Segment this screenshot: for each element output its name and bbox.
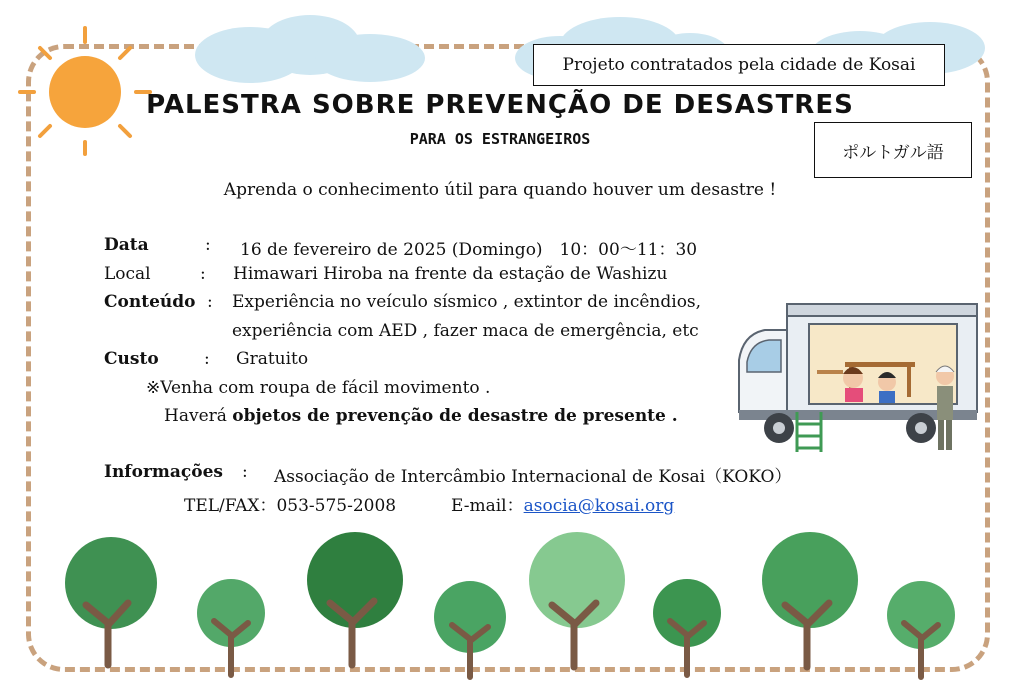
contract-notice-box xyxy=(533,44,945,86)
trees-illustration xyxy=(0,525,1024,693)
place-colon: : xyxy=(200,264,206,284)
date-value: 16 de fevereiro de 2025 (Domingo) 10：00～11：30 xyxy=(240,240,698,260)
content-line-2: experiência com AED , fazer maca de emergência, etc xyxy=(232,321,699,341)
contract-notice-text: Projeto contratados pela cidade de Kosai xyxy=(562,55,916,75)
content-line-1: Experiência no veículo sísmico , extintor de incêndios, xyxy=(232,292,702,312)
cost-colon: : xyxy=(204,349,210,369)
email-row xyxy=(451,491,674,516)
info-org: Associação de Intercâmbio Internacional de Kosai（KOKO） xyxy=(274,467,792,487)
page-subtitle: PARA OS ESTRANGEIROS xyxy=(409,130,591,148)
date-row xyxy=(104,235,149,255)
content-label: Conteúdo xyxy=(104,292,196,312)
place-label: Local xyxy=(104,264,151,284)
date-colon: : xyxy=(205,235,211,255)
note-clothing: ※Venha com roupa de fácil movimento . xyxy=(146,378,491,398)
earthquake-truck-illustration xyxy=(735,300,985,460)
content-colon: : xyxy=(207,292,213,312)
email-label: E-mail： xyxy=(451,496,524,516)
language-label: ポルトガル語 xyxy=(842,142,944,163)
cost-label: Custo xyxy=(104,349,159,369)
info-label: Informações xyxy=(104,462,223,482)
cost-value: Gratuito xyxy=(236,349,309,369)
lead-text: Aprenda o conhecimento útil para quando houver um desastre ! xyxy=(223,180,777,200)
tel-fax: TEL/FAX：053-575-2008 xyxy=(184,496,397,516)
note-gift-bold: objetos de prevenção de desastre de presente . xyxy=(232,406,678,426)
place-value: Himawari Hiroba na frente da estação de Washizu xyxy=(233,264,668,284)
page-title: PALESTRA SOBRE PREVENÇÃO DE DESASTRES xyxy=(146,90,854,120)
note-gift xyxy=(164,406,678,426)
note-gift-prefix: Haverá xyxy=(164,406,233,426)
email-link[interactable]: asocia@kosai.org xyxy=(523,496,675,516)
date-label: Data xyxy=(104,235,149,255)
info-colon: : xyxy=(242,462,248,482)
